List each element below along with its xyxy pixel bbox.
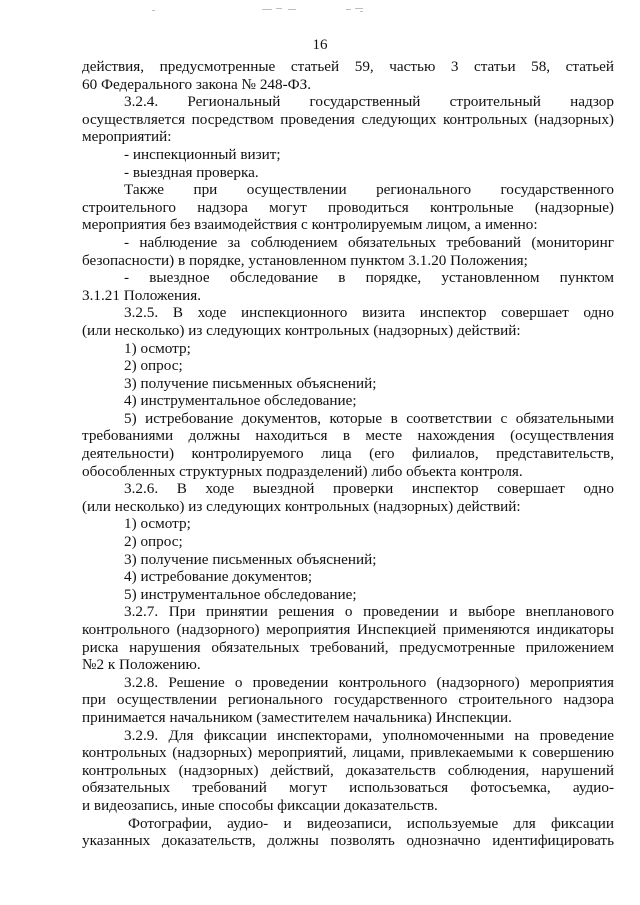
text-line: действия, предусмотренные статьей 59, частью 3 статьи 58, статьей [82, 58, 614, 75]
text-line: требованиями должны находиться в месте нахождения (осуществления [82, 427, 614, 445]
page-number: 16 [312, 37, 328, 53]
text-line: (или несколько) из следующих контрольных (надзорных) действий: [82, 321, 521, 339]
text-line: - выездная проверка. [124, 163, 259, 181]
text-line: 3.1.21 Положения. [82, 286, 201, 304]
document-body [82, 58, 614, 850]
text-line: при осуществлении регионального государственного строительного надзора [82, 691, 614, 709]
text-line: - инспекционный визит; [124, 145, 281, 163]
text-line: 2) опрос; [124, 533, 183, 551]
text-line: 1) осмотр; [124, 339, 191, 357]
text-line: 5) истребование документов, которые в соответствии с обязательными [124, 409, 614, 427]
text-line: 3.2.7. При принятии решения о проведении и выборе внепланового [124, 603, 614, 621]
text-line: обязательных требований могут использоваться фотосъемка, аудио- [82, 779, 614, 797]
text-line: принимается начальником (заместителем начальника) Инспекции. [82, 708, 512, 726]
text-line: 3) получение письменных объяснений; [124, 550, 377, 568]
text-line: 1) осмотр; [124, 515, 191, 533]
text-line: (или несколько) из следующих контрольных (надзорных) действий: [82, 497, 521, 515]
text-line: Фотографии, аудио- и видеозаписи, используемые для фиксации [128, 814, 614, 832]
text-line: контрольного (надзорного) мероприятия Инспекцией применяются индикаторы [82, 621, 614, 638]
text-line: контрольных (надзорных) действий, доказательств соблюдения, нарушений [82, 761, 614, 779]
text-line: 60 Федерального закона № 248-ФЗ. [82, 75, 312, 93]
text-line: деятельности) контролируемого лица (его филиалов, представительств, [82, 445, 614, 463]
text-line: 3.2.4. Региональный государственный строительный надзор [124, 93, 614, 111]
text-line: 3.2.5. В ходе инспекционного визита инспектор совершает одно [124, 304, 614, 322]
text-line: риска нарушения обязательных требований, предусмотренные приложением [82, 638, 614, 656]
text-line: 3.2.8. Решение о проведении контрольного (надзорного) мероприятия [124, 673, 614, 691]
text-line: Также при осуществлении регионального государственного [124, 181, 614, 199]
scan-artifact-marks [0, 4, 640, 16]
text-line: 4) инструментальное обследование; [124, 392, 357, 410]
text-line: контрольных (надзорных) мероприятий, лицами, привлекаемыми к совершению [82, 744, 614, 762]
text-line: 5) инструментальное обследование; [124, 585, 357, 603]
text-line: 2) опрос; [124, 357, 183, 375]
text-line: - выездное обследование в порядке, установленном пунктом [124, 269, 614, 287]
text-line: и видеозапись, иные способы фиксации доказательств. [82, 796, 438, 814]
text-line: указанных доказательств, должны позволять однозначно идентифицировать [82, 832, 614, 850]
text-line: 4) истребование документов; [124, 568, 313, 586]
text-line: строительного надзора могут проводиться контрольные (надзорные) [82, 198, 614, 216]
text-line: безопасности) в порядке, установленном пунктом 3.1.20 Положения; [82, 251, 528, 269]
text-line: №2 к Положению. [82, 656, 201, 674]
text-line: мероприятия без взаимодействия с контролируемым лицом, а именно: [82, 216, 538, 234]
text-line: 3) получение письменных объяснений; [124, 374, 377, 392]
text-line: осуществляется посредством проведения следующих контрольных (надзорных) [82, 110, 614, 128]
text-line: мероприятий: [82, 128, 172, 146]
text-line: 3.2.6. В ходе выездной проверки инспектор совершает одно [124, 480, 614, 498]
text-line: - наблюдение за соблюдением обязательных требований (мониторинг [124, 233, 614, 251]
text-line: 3.2.9. Для фиксации инспекторами, уполномоченными на проведение [124, 726, 614, 744]
text-line: обособленных структурных подразделений) либо объекта контроля. [82, 462, 523, 480]
